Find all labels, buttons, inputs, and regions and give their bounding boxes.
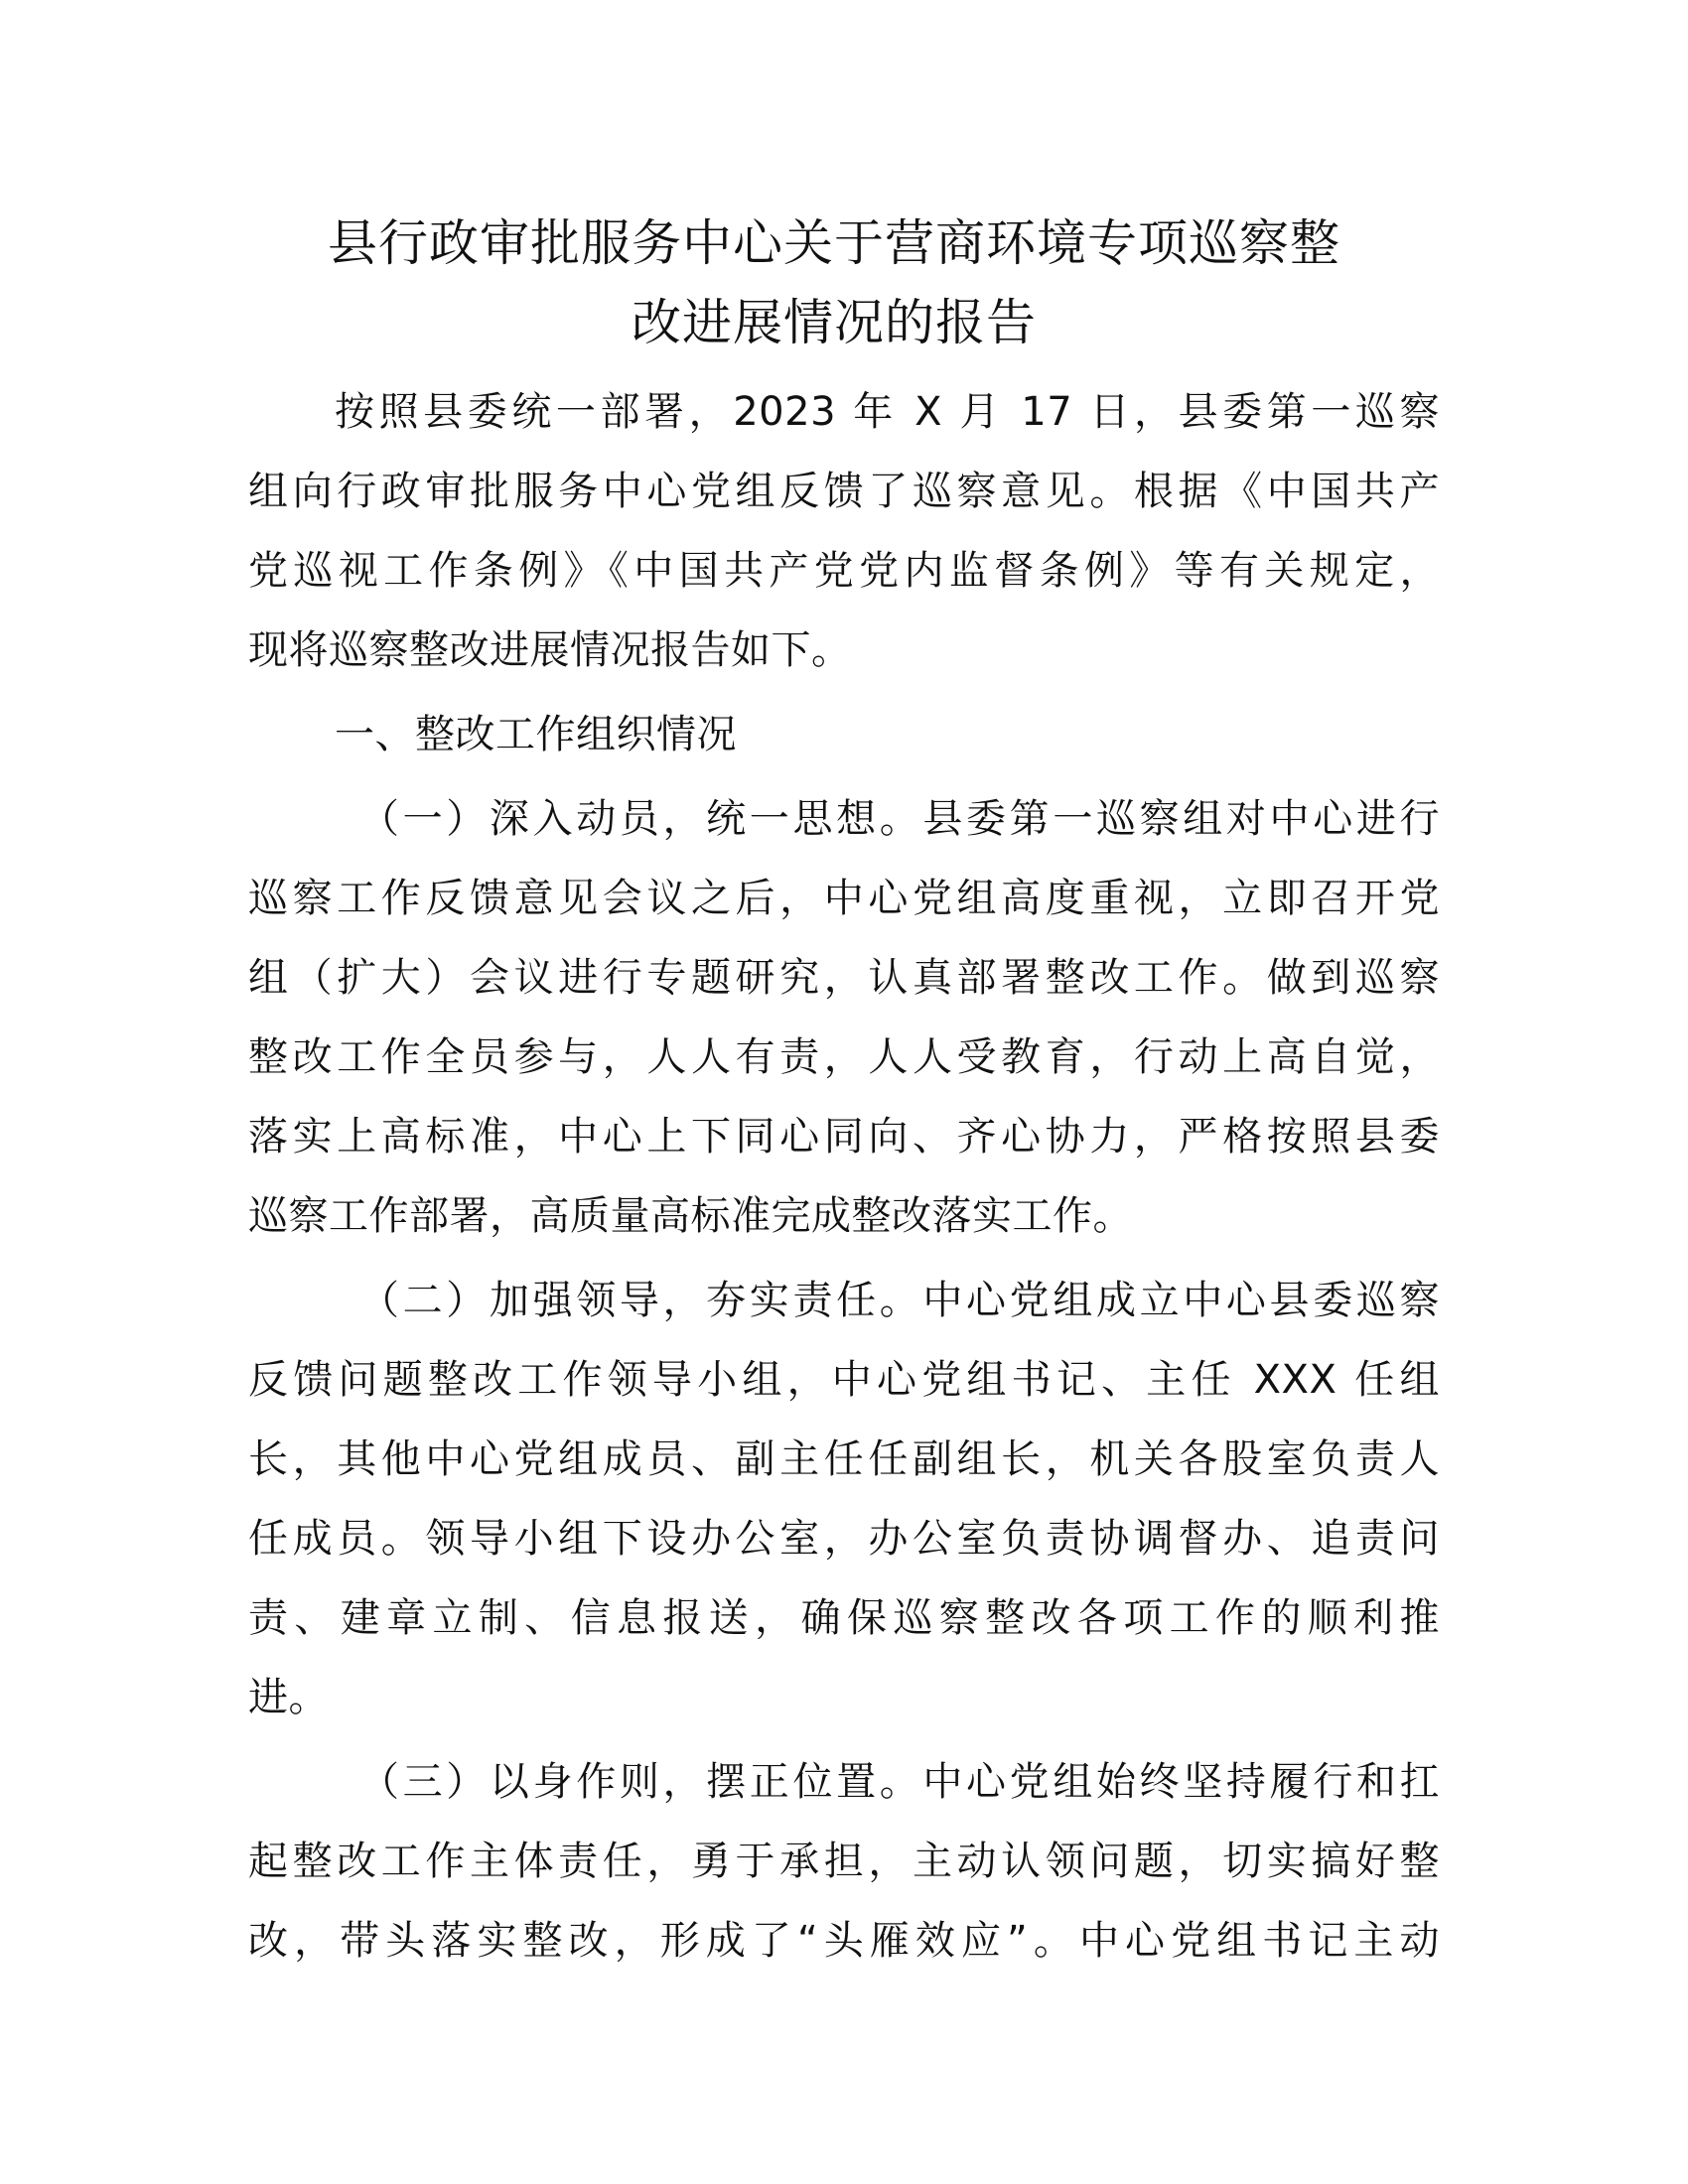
body-line: 任成员。领导小组下设办公室，办公室负责协调督办、追责问 [248, 1516, 1440, 1562]
body-line: 责、建章立制、信息报送，确保巡察整改各项工作的顺利推 [248, 1595, 1440, 1641]
body-line: 进。 [248, 1675, 329, 1720]
body-line: 党巡视工作条例》《中国共产党党内监督条例》等有关规定， [248, 548, 1440, 594]
document-title-line-1: 县行政审批服务中心关于营商环境专项巡察整 [328, 214, 1340, 272]
body-line: 起整改工作主体责任，勇于承担，主动认领问题，切实搞好整 [248, 1839, 1440, 1884]
body-line: 巡察工作反馈意见会议之后，中心党组高度重视，立即召开党 [248, 876, 1440, 921]
body-line: 反馈问题整改工作领导小组，中心党组书记、主任 XXX 任组 [248, 1357, 1440, 1403]
body-line: 落实上高标准，中心上下同心同向、齐心协力，严格按照县委 [248, 1114, 1440, 1160]
body-line: 组向行政审批服务中心党组反馈了巡察意见。根据《中国共产 [248, 469, 1440, 514]
document-title-line-2: 改进展情况的报告 [632, 294, 1037, 351]
body-line: 巡察工作部署，高质量高标准完成整改落实工作。 [248, 1193, 1133, 1239]
body-line: 改，带头落实整改，形成了“头雁效应”。中心党组书记主动 [248, 1918, 1440, 1964]
body-line: （三）以身作则，摆正位置。中心党组始终坚持履行和扛 [359, 1759, 1440, 1805]
body-line: 组（扩大）会议进行专题研究，认真部署整改工作。做到巡察 [248, 955, 1440, 1001]
body-line: 长，其他中心党组成员、副主任任副组长，机关各股室负责人 [248, 1436, 1440, 1482]
body-line: 现将巡察整改进展情况报告如下。 [248, 627, 852, 673]
section-heading: 一、整改工作组织情况 [335, 712, 737, 757]
body-line: （二）加强领导，夯实责任。中心党组成立中心县委巡察 [359, 1278, 1440, 1323]
body-line: （一）深入动员，统一思想。县委第一巡察组对中心进行 [359, 796, 1440, 842]
body-line: 整改工作全员参与，人人有责，人人受教育，行动上高自觉， [248, 1034, 1440, 1080]
body-line: 按照县委统一部署，2023 年 X 月 17 日，县委第一巡察 [335, 389, 1440, 435]
